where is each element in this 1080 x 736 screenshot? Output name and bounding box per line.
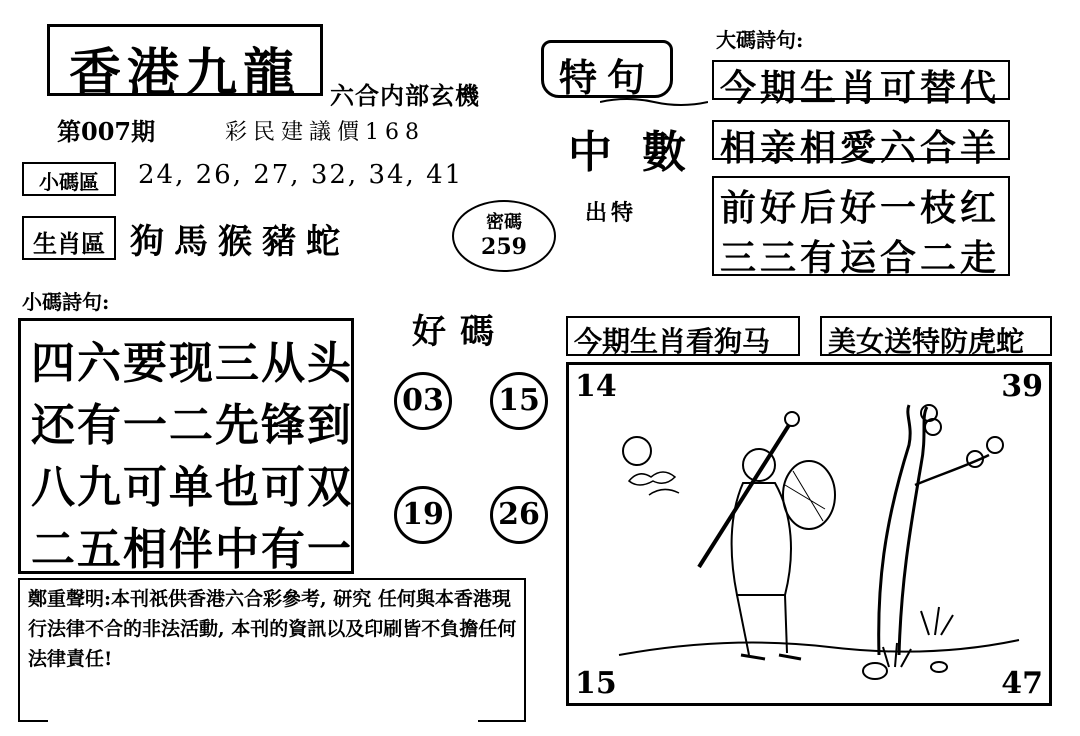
scroll-underline [600, 96, 708, 106]
big-poem-title: 大碼詩句: [716, 28, 804, 52]
big-poem-box-1 [712, 60, 1010, 109]
big-poem-box-3 [712, 176, 1010, 279]
good-number-ball: 03 [394, 372, 452, 430]
good-numbers-title: 好碼 [412, 312, 508, 352]
subtitle: 六合内部玄機 [330, 81, 480, 110]
special-verse-box [541, 40, 673, 98]
beauty-hint-box [820, 316, 1052, 356]
zodiac-hint-box [566, 316, 800, 356]
small-poem-line: 还有一二先锋到 [31, 400, 353, 451]
small-poem-title: 小碼詩句: [22, 290, 110, 314]
special-verse-line1: 中數 [568, 127, 716, 178]
zodiac-hint: 今期生肖看狗马 [574, 325, 771, 358]
secret-code-label: 密碼 [486, 212, 522, 233]
good-number-ball: 19 [394, 486, 452, 544]
disclaimer-text: 鄭重聲明:本刊祇供香港六合彩參考, 研究 任何與本香港現行法律不合的非法活動, 本刊的資訊以及印刷皆不負擔任何法律責任! [28, 588, 517, 670]
big-poem-line: 今期生肖可替代 [720, 67, 1001, 109]
big-poem-line: 三三有运合二走 [720, 237, 1001, 279]
secret-code-value: 259 [481, 234, 527, 260]
price-label: 彩民建議價168 [225, 120, 425, 145]
zodiac-animals: 狗馬猴豬蛇 [130, 222, 350, 262]
zodiac-label: 生肖區 [33, 229, 105, 258]
special-verse-label: 特句 [558, 55, 655, 100]
small-poem-line: 二五相伴中有一 [31, 524, 353, 575]
beauty-hint: 美女送特防虎蛇 [828, 325, 1025, 358]
corner-number-bottom-right: 47 [1001, 666, 1043, 701]
monk-illustration [609, 385, 1029, 695]
small-poem-line: 四六要现三从头 [31, 338, 353, 389]
page-title: 香港九龍 [68, 43, 301, 104]
title-box [47, 24, 323, 104]
small-poem-line: 八九可单也可双 [31, 462, 353, 513]
corner-number-bottom-left: 15 [575, 666, 617, 701]
good-number-ball: 26 [490, 486, 548, 544]
zodiac-label-box [22, 216, 116, 260]
big-poem-line: 前好后好一枝红 [720, 187, 1001, 229]
special-verse-line2: 出特 [585, 200, 638, 226]
corner-number-top-right: 39 [1001, 369, 1043, 404]
small-numbers-label-box [22, 162, 116, 196]
disclaimer-box [18, 578, 526, 722]
small-poem-box [18, 318, 354, 574]
big-poem-box-2 [712, 120, 1010, 169]
good-number-ball: 15 [490, 372, 548, 430]
small-numbers-label: 小碼區 [39, 170, 99, 194]
corner-number-top-left: 14 [575, 369, 617, 404]
big-poem-line: 相亲相愛六合羊 [720, 127, 1001, 169]
small-numbers-values: 24, 26, 27, 32, 34, 41 [138, 160, 464, 190]
issue-number: 第007期 [57, 117, 156, 146]
secret-code-oval [452, 200, 556, 272]
illustration-frame [566, 362, 1052, 706]
